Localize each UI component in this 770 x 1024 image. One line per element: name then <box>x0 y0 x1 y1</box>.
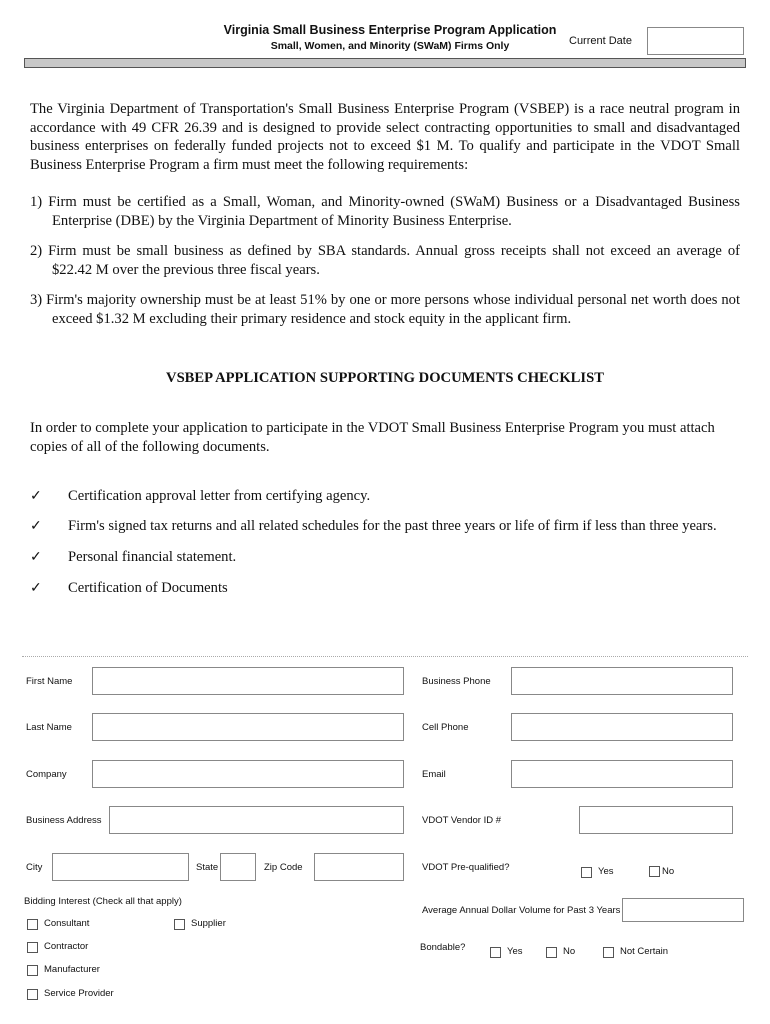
checklist-item: Certification approval letter from certifying agency. <box>68 488 371 504</box>
zip-code-field[interactable] <box>314 853 404 881</box>
requirement-1: 1) Firm must be certified as a Small, Woman, and Minority-owned (SWaM) Business or a Disadvantaged Business Enterprise (DBE) by the Virginia Department of Minority Business Enterprise. <box>30 194 740 229</box>
manufacturer-checkbox[interactable] <box>27 965 38 976</box>
state-field[interactable] <box>220 853 256 881</box>
intro-paragraph: The Virginia Department of Transportation's Small Business Enterprise Program (VSBEP) is a race neutral program in accordance with 49 CFR 26.39 and is designed to provide select contracting opportunities to small and disadvantaged business enterprises on federally funded projects not to exceed $1 M. To qualify and participate in the VDOT Small Business Enterprise Program a firm must meet the following requirements: <box>30 101 740 173</box>
checklist-item: Firm's signed tax returns and all related schedules for the past three years or life of firm if less than three years. <box>68 518 717 534</box>
prequalified-no-label: No <box>662 866 675 877</box>
bondable-no-label: No <box>563 946 576 957</box>
requirement-2: 2) Firm must be small business as defined by SBA standards. Annual gross receipts shall not exceed an average of $22.42 M over the previous three fiscal years. <box>30 243 740 278</box>
supplier-label: Supplier <box>191 918 226 929</box>
checkmark-icon: ✓ <box>30 581 42 596</box>
last-name-label: Last Name <box>26 722 72 733</box>
checklist-heading: VSBEP APPLICATION SUPPORTING DOCUMENTS CHECKLIST <box>166 370 604 386</box>
contractor-checkbox[interactable] <box>27 942 38 953</box>
cell-phone-field[interactable] <box>511 713 733 741</box>
supplier-checkbox[interactable] <box>174 919 185 930</box>
zip-code-label: Zip Code <box>264 862 303 873</box>
checkmark-icon: ✓ <box>30 519 42 534</box>
form-title: Virginia Small Business Enterprise Program Application <box>223 23 557 37</box>
bondable-not-certain-checkbox[interactable] <box>603 947 614 958</box>
prequalified-label: VDOT Pre-qualified? <box>422 862 510 873</box>
business-address-field[interactable] <box>109 806 404 834</box>
requirement-3: 3) Firm's majority ownership must be at least 51% by one or more persons whose individual personal net worth does not exceed $1.32 M excluding their primary residence and stock equity in the applicant firm. <box>30 292 740 327</box>
consultant-checkbox[interactable] <box>27 919 38 930</box>
bondable-yes-checkbox[interactable] <box>490 947 501 958</box>
business-phone-field[interactable] <box>511 667 733 695</box>
email-field[interactable] <box>511 760 733 788</box>
current-date-label: Current Date <box>569 35 632 47</box>
prequalified-yes-checkbox[interactable] <box>581 867 592 878</box>
business-address-label: Business Address <box>26 815 102 826</box>
contractor-label: Contractor <box>44 941 89 952</box>
current-date-field[interactable] <box>647 27 744 55</box>
manufacturer-label: Manufacturer <box>44 964 100 975</box>
form-subtitle: Small, Women, and Minority (SWaM) Firms Only <box>270 40 510 52</box>
checklist-intro: In order to complete your application to participate in the VDOT Small Business Enterprise Program you must attach copies of all of the following documents. <box>30 420 715 455</box>
service-provider-checkbox[interactable] <box>27 989 38 1000</box>
checkmark-icon: ✓ <box>30 489 42 504</box>
state-label: State <box>196 862 219 873</box>
city-field[interactable] <box>52 853 189 881</box>
service-provider-label: Service Provider <box>44 988 114 999</box>
vendor-id-label: VDOT Vendor ID # <box>422 815 502 826</box>
company-label: Company <box>26 769 67 780</box>
cell-phone-label: Cell Phone <box>422 722 469 733</box>
business-phone-label: Business Phone <box>422 676 491 687</box>
header-divider-bar <box>24 58 746 68</box>
avg-volume-label: Average Annual Dollar Volume for Past 3 Years <box>422 905 621 916</box>
bondable-not-certain-label: Not Certain <box>620 946 669 957</box>
vendor-id-field[interactable] <box>579 806 733 834</box>
checklist-item: Certification of Documents <box>68 580 228 596</box>
bondable-yes-label: Yes <box>507 946 523 957</box>
first-name-label: First Name <box>26 676 73 687</box>
email-label: Email <box>422 769 446 780</box>
section-divider <box>22 656 748 657</box>
bondable-no-checkbox[interactable] <box>546 947 557 958</box>
first-name-field[interactable] <box>92 667 404 695</box>
last-name-field[interactable] <box>92 713 404 741</box>
city-label: City <box>26 862 43 873</box>
company-field[interactable] <box>92 760 404 788</box>
prequalified-no-checkbox[interactable] <box>649 866 660 877</box>
avg-volume-field[interactable] <box>622 898 744 922</box>
bidding-interest-label: Bidding Interest (Check all that apply) <box>24 896 182 907</box>
bondable-label: Bondable? <box>420 942 466 953</box>
checkmark-icon: ✓ <box>30 550 42 565</box>
checklist-item: Personal financial statement. <box>68 549 237 565</box>
prequalified-yes-label: Yes <box>598 866 614 877</box>
consultant-label: Consultant <box>44 918 90 929</box>
